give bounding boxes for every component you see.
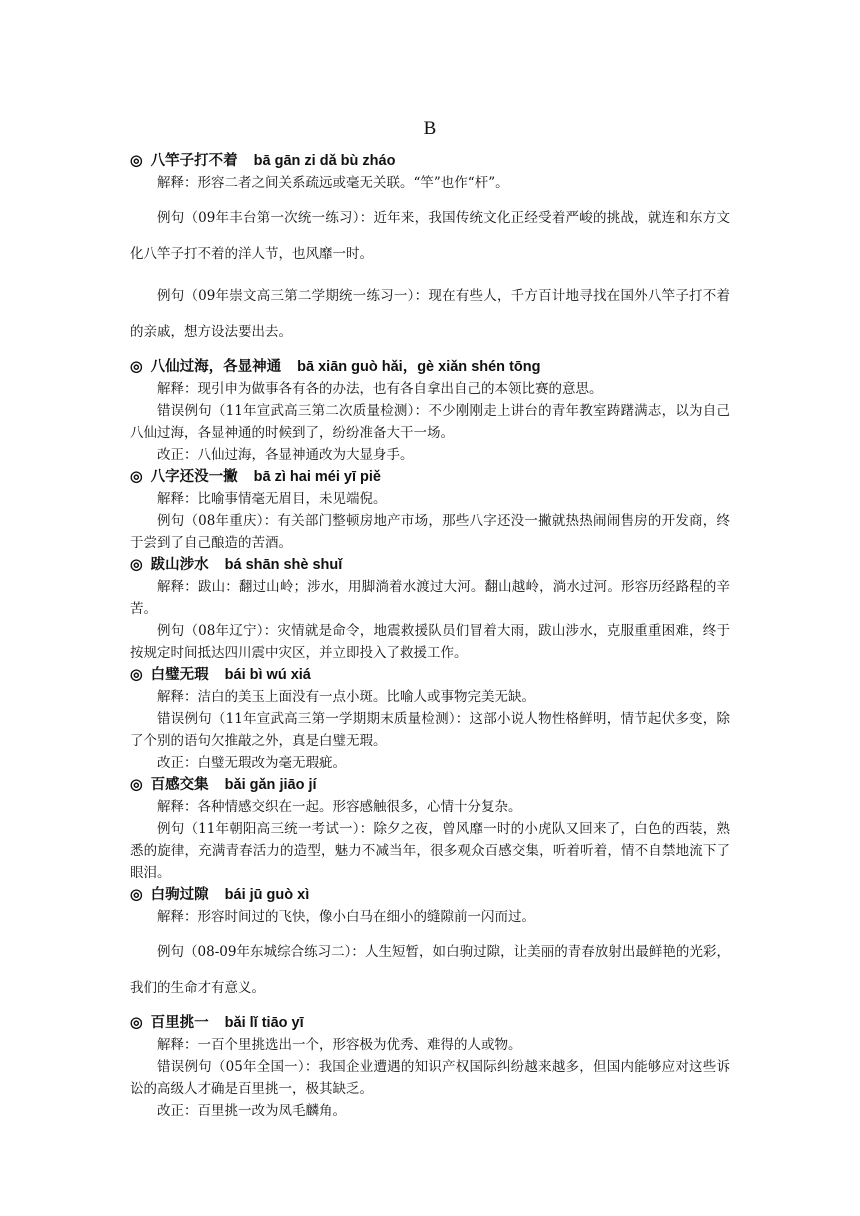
entry-paragraph: 例句（09年崇文高三第二学期统一练习一）：现在有些人，千方百计地寻找在国外八竿子打不着的亲戚，想方设法要出去。 <box>130 288 730 340</box>
idiom-term: 八字还没一撇 <box>150 469 238 485</box>
entry-paragraph: 错误例句（11年宣武高三第一学期期末质量检测）：这部小说人物性格鲜明，情节起伏多变，除了个别的语句欠推敲之外，真是白璧无瑕。 <box>130 711 730 749</box>
bullet-marker: ◎ <box>130 469 143 485</box>
idiom-pinyin: bā gān zi dǎ bù zháo <box>253 153 396 169</box>
idiom-entry <box>130 884 730 1006</box>
entry-paragraph: 解释：洁白的美玉上面没有一点小斑。比喻人或事物完美无缺。 <box>157 689 535 705</box>
entry-heading <box>130 150 730 172</box>
entry-paragraph: 例句（09年丰台第一次统一练习）：近年来，我国传统文化正经受着严峻的挑战，就连和东方文化八竿子打不着的洋人节，也风靡一时。 <box>130 210 730 262</box>
entry-paragraph: 解释：形容二者之间关系疏远或毫无关联。“竿”也作“杆”。 <box>157 175 509 191</box>
entry-paragraph: 错误例句（05年全国一）：我国企业遭遇的知识产权国际纠纷越来越多，但国内能够应对这些诉讼的高级人才确是百里挑一，极其缺乏。 <box>130 1059 730 1097</box>
bullet-marker: ◎ <box>130 153 143 169</box>
idiom-pinyin: bá shān shè shuǐ <box>224 557 343 573</box>
entry-paragraph: 例句（08年重庆）：有关部门整顿房地产市场，那些八字还没一撇就热热闹闹售房的开发商，终于尝到了自己酿造的苦酒。 <box>130 513 730 551</box>
idiom-entry <box>130 150 730 350</box>
idiom-pinyin: bǎi gǎn jiāo jí <box>224 777 317 793</box>
idiom-term: 白驹过隙 <box>150 887 209 903</box>
idiom-pinyin: bā xiān guò hǎi，gè xiǎn shén tōng <box>297 359 541 375</box>
section-letter: B <box>423 118 437 139</box>
idiom-pinyin: bā zì hai méi yī piě <box>253 469 381 485</box>
entry-heading <box>130 774 730 796</box>
idiom-entry <box>130 664 730 774</box>
entry-paragraph: 改正：百里挑一改为凤毛麟角。 <box>157 1103 346 1119</box>
bullet-marker: ◎ <box>130 887 143 903</box>
entry-paragraph: 解释：现引申为做事各有各的办法，也有各自拿出自己的本领比赛的意思。 <box>157 381 603 397</box>
entry-paragraph: 例句（08-09年东城综合练习二）：人生短暂，如白驹过隙，让美丽的青春放射出最鲜艳的光彩，我们的生命才有意义。 <box>130 944 730 996</box>
idiom-entry <box>130 774 730 884</box>
idiom-entry <box>130 356 730 466</box>
entry-paragraph: 解释：跋山：翻过山岭；涉水，用脚淌着水渡过大河。翻山越岭，淌水过河。形容历经路程的辛苦。 <box>130 579 730 617</box>
bullet-marker: ◎ <box>130 1015 143 1031</box>
entry-heading <box>130 884 730 906</box>
entry-heading <box>130 664 730 686</box>
entry-paragraph: 例句（11年朝阳高三统一考试一）：除夕之夜，曾风靡一时的小虎队又回来了，白色的西装，熟悉的旋律，充满青春活力的造型，魅力不减当年，很多观众百感交集，听着听着，情不自禁地流下了眼泪。 <box>130 821 730 881</box>
entry-paragraph: 错误例句（11年宣武高三第二次质量检测）：不少刚刚走上讲台的青年教室踌躇满志，以为自己八仙过海，各显神通的时候到了，纷纷准备大干一场。 <box>130 403 730 441</box>
idiom-entry <box>130 466 730 554</box>
entry-paragraph: 解释：形容时间过的飞快，像小白马在细小的缝隙前一闪而过。 <box>157 909 535 925</box>
entry-heading <box>130 1012 730 1034</box>
entry-heading <box>130 554 730 576</box>
idiom-term: 八仙过海，各显神通 <box>150 359 282 375</box>
idiom-term: 百里挑一 <box>150 1015 209 1031</box>
entry-list <box>130 150 730 1122</box>
idiom-entry <box>130 554 730 664</box>
idiom-term: 白璧无瑕 <box>150 667 209 683</box>
bullet-marker: ◎ <box>130 557 143 573</box>
idiom-pinyin: bái bì wú xiá <box>224 667 311 683</box>
entry-paragraph: 例句（08年辽宁）：灾情就是命令，地震救援队员们冒着大雨，跋山涉水，克服重重困难，终于按规定时间抵达四川震中灾区，并立即投入了救援工作。 <box>130 623 730 661</box>
entry-paragraph: 解释：一百个里挑选出一个，形容极为优秀、难得的人或物。 <box>157 1037 522 1053</box>
idiom-term: 八竿子打不着 <box>150 153 238 169</box>
idiom-term: 百感交集 <box>150 777 209 793</box>
idiom-term: 跋山涉水 <box>150 557 209 573</box>
entry-heading <box>130 466 730 488</box>
entry-paragraph: 改正：八仙过海，各显神通改为大显身手。 <box>157 447 414 463</box>
idiom-pinyin: bái jū guò xì <box>224 887 310 903</box>
bullet-marker: ◎ <box>130 667 143 683</box>
entry-paragraph: 解释：比喻事情毫无眉目，未见端倪。 <box>157 491 387 507</box>
entry-paragraph: 改正：白璧无瑕改为毫无瑕疵。 <box>157 755 346 771</box>
bullet-marker: ◎ <box>130 359 143 375</box>
entry-paragraph: 解释：各种情感交织在一起。形容感触很多，心情十分复杂。 <box>157 799 522 815</box>
idiom-entry <box>130 1012 730 1122</box>
idiom-pinyin: bǎi lǐ tiāo yī <box>224 1015 304 1031</box>
bullet-marker: ◎ <box>130 777 143 793</box>
entry-heading <box>130 356 730 378</box>
